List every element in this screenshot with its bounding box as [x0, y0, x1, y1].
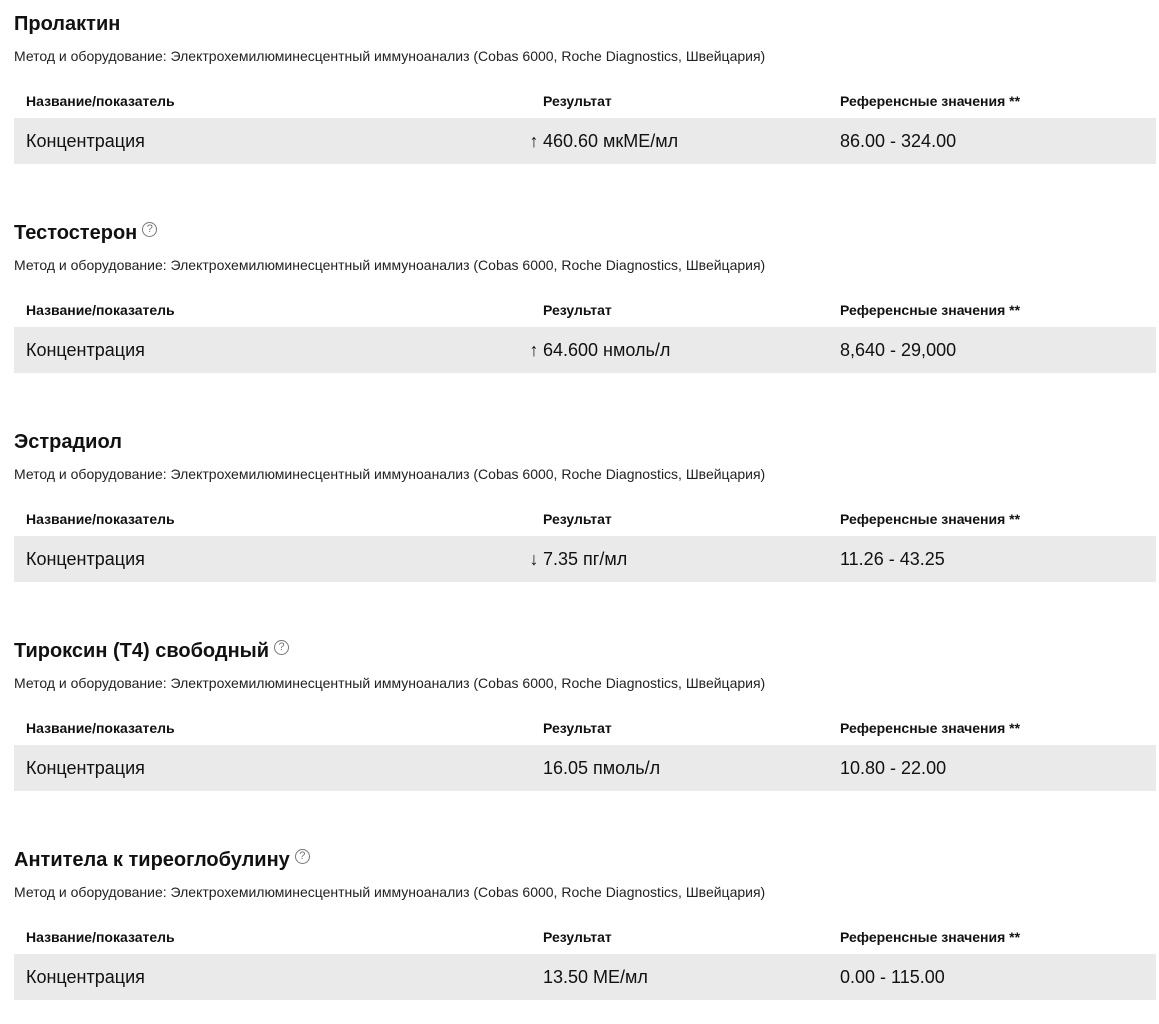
test-section-prolactin — [14, 0, 1156, 164]
method-description: Метод и оборудование: Электрохемилюминесцентный иммуноанализ (Cobas 6000, Roche Diagnostics, Швейцария) — [14, 884, 766, 900]
table-row — [14, 954, 1156, 1000]
table-header-row — [14, 506, 1156, 532]
test-section-thyroxine — [14, 627, 1156, 791]
row-name: Концентрация — [26, 549, 145, 569]
section-title: Тестостерон — [14, 222, 138, 244]
row-reference: 10.80 - 22.00 — [840, 758, 947, 778]
table-header-row — [14, 924, 1156, 950]
column-header-reference: Референсные значения ** — [840, 720, 1021, 736]
section-title-row — [14, 637, 289, 665]
column-header-result: Результат — [543, 93, 612, 109]
column-header-reference: Референсные значения ** — [840, 302, 1021, 318]
column-header-reference: Референсные значения ** — [840, 93, 1021, 109]
help-icon[interactable]: ? — [274, 640, 289, 655]
column-header-name: Название/показатель — [26, 302, 175, 318]
column-header-result: Результат — [543, 511, 612, 527]
column-header-name: Название/показатель — [26, 511, 175, 527]
row-name: Концентрация — [26, 340, 145, 360]
table-header-row — [14, 88, 1156, 114]
row-name: Концентрация — [26, 967, 145, 987]
row-result — [543, 745, 660, 791]
row-name: Концентрация — [26, 758, 145, 778]
section-title-row — [14, 219, 157, 247]
table-header-row — [14, 715, 1156, 741]
arrow-up-icon: ↑ — [529, 340, 539, 360]
table-row — [14, 327, 1156, 373]
row-result — [529, 118, 679, 164]
row-result — [529, 536, 628, 582]
help-icon[interactable]: ? — [142, 222, 157, 237]
section-title: Антитела к тиреоглобулину — [14, 849, 290, 871]
column-header-name: Название/показатель — [26, 720, 175, 736]
column-header-result: Результат — [543, 929, 612, 945]
row-reference: 11.26 - 43.25 — [840, 549, 945, 569]
test-section-testosterone — [14, 209, 1156, 373]
row-result — [529, 327, 671, 373]
result-value: 13.50 МЕ/мл — [543, 967, 648, 987]
row-result — [543, 954, 648, 1000]
row-reference: 86.00 - 324.00 — [840, 131, 957, 151]
section-title-row — [14, 10, 120, 38]
arrow-down-icon: ↓ — [529, 549, 539, 569]
section-title-row — [14, 846, 310, 874]
row-name: Концентрация — [26, 131, 145, 151]
table-header-row — [14, 297, 1156, 323]
column-header-reference: Референсные значения ** — [840, 511, 1021, 527]
section-title-row — [14, 428, 122, 456]
section-title: Тироксин (T4) свободный — [14, 640, 270, 662]
arrow-up-icon: ↑ — [529, 131, 539, 151]
method-description: Метод и оборудование: Электрохемилюминесцентный иммуноанализ (Cobas 6000, Roche Diagnostics, Швейцария) — [14, 466, 766, 482]
row-reference: 0.00 - 115.00 — [840, 967, 945, 987]
row-reference: 8,640 - 29,000 — [840, 340, 957, 360]
column-header-name: Название/показатель — [26, 93, 175, 109]
column-header-result: Результат — [543, 720, 612, 736]
result-value: 7.35 пг/мл — [543, 549, 628, 569]
test-section-thyroglobulin-antibodies — [14, 836, 1156, 1000]
column-header-result: Результат — [543, 302, 612, 318]
result-value: 16.05 пмоль/л — [543, 758, 661, 778]
method-description: Метод и оборудование: Электрохемилюминесцентный иммуноанализ (Cobas 6000, Roche Diagnostics, Швейцария) — [14, 257, 766, 273]
section-title: Пролактин — [14, 13, 121, 35]
result-value: 64.600 нмоль/л — [543, 340, 671, 360]
section-title: Эстрадиол — [14, 431, 122, 453]
table-row — [14, 118, 1156, 164]
column-header-name: Название/показатель — [26, 929, 175, 945]
table-row — [14, 536, 1156, 582]
column-header-reference: Референсные значения ** — [840, 929, 1021, 945]
method-description: Метод и оборудование: Электрохемилюминесцентный иммуноанализ (Cobas 6000, Roche Diagnostics, Швейцария) — [14, 675, 766, 691]
table-row — [14, 745, 1156, 791]
result-value: 460.60 мкМЕ/мл — [543, 131, 679, 151]
test-section-estradiol — [14, 418, 1156, 582]
help-icon[interactable]: ? — [295, 849, 310, 864]
method-description: Метод и оборудование: Электрохемилюминесцентный иммуноанализ (Cobas 6000, Roche Diagnostics, Швейцария) — [14, 48, 766, 64]
